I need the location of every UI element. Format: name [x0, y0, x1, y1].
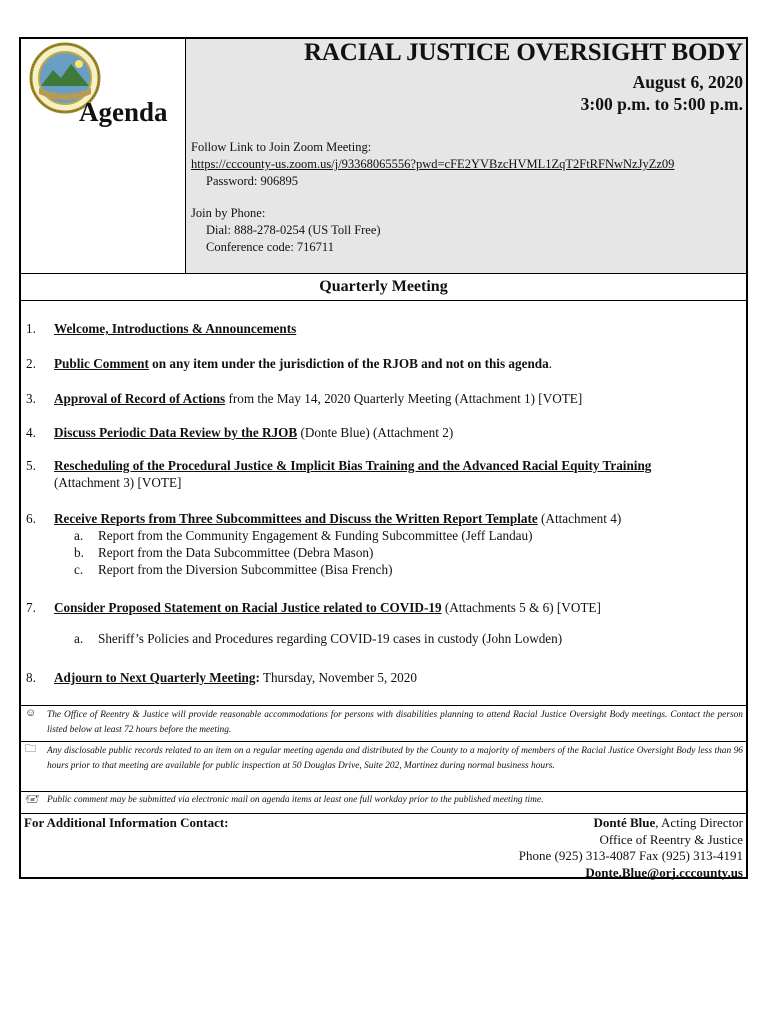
sub-item-letter: a.	[74, 528, 84, 543]
contact-phone: Phone (925) 313-4087 Fax (925) 313-4191	[518, 848, 743, 863]
zoom-link[interactable]: https://cccounty-us.zoom.us/j/93368065556?pwd=cFE2YVBzcHVML1ZqT2FtRFNwNzJyZz09	[191, 157, 675, 171]
contact-details	[519, 815, 743, 881]
phone-intro: Join by Phone:	[191, 206, 266, 220]
agenda-heading: Agenda	[79, 97, 168, 127]
contact-section	[21, 813, 746, 878]
mail-icon: 🖅	[25, 793, 39, 805]
sub-item-text: Report from the Community Engagement & Funding Subcommittee (Jeff Landau)	[98, 528, 533, 543]
sub-item	[54, 527, 741, 544]
item-number: 6.	[26, 511, 36, 526]
item-text: (Donte Blue) (Attachment 2)	[297, 425, 454, 440]
item-number: 2.	[26, 356, 36, 371]
public-records-notice	[21, 742, 746, 791]
item-title: Receive Reports from Three Subcommittees and Discuss the Written Report Template	[54, 511, 538, 526]
zoom-info	[191, 139, 674, 190]
item-title: Welcome, Introductions & Announcements	[54, 321, 297, 336]
accessibility-notice	[21, 706, 746, 742]
public-comment-notice	[21, 791, 746, 809]
item-number: 1.	[26, 321, 36, 336]
item-number: 5.	[26, 458, 36, 473]
item-number: 3.	[26, 391, 36, 406]
notice-text: Public comment may be submitted via electronic mail on agenda items at least one full workday prior to the published meeting time.	[47, 795, 544, 805]
contact-office: Office of Reentry & Justice	[599, 831, 743, 847]
contact-email[interactable]: Donte.Blue@orj.cccounty.us	[585, 864, 743, 880]
item-number: 8.	[26, 670, 36, 685]
agenda-frame	[19, 37, 748, 879]
item-text-end: .	[548, 356, 553, 371]
item-text: (Attachment 3) [VOTE]	[54, 475, 182, 490]
sub-item-text: Report from the Data Subcommittee (Debra Mason)	[98, 545, 374, 560]
item-title: Public Comment	[54, 356, 149, 371]
notices	[21, 705, 746, 809]
item-text: (Attachment 4)	[537, 511, 622, 526]
org-title: RACIAL JUSTICE OVERSIGHT BODY	[304, 39, 743, 66]
agenda-header	[21, 39, 746, 273]
item-title: Rescheduling of the Procedural Justice & Implicit Bias Training and the Advanced Racial Equity Training	[54, 458, 652, 473]
item-title: Discuss Periodic Data Review by the RJOB	[54, 425, 298, 440]
contact-label: For Additional Information Contact:	[24, 815, 229, 830]
phone-dial: Dial: 888-278-0254 (US Toll Free)	[206, 223, 381, 237]
item-title: Approval of Record of Actions	[54, 391, 226, 406]
phone-code: Conference code: 716711	[206, 240, 334, 254]
meeting-info-cell	[186, 39, 746, 273]
agenda-items	[21, 301, 746, 705]
sub-item	[54, 561, 741, 578]
sub-item-text: Report from the Diversion Subcommittee (Bisa French)	[98, 562, 393, 577]
item-text: Thursday, November 5, 2020	[259, 670, 417, 685]
contact-name: Donté Blue	[593, 815, 656, 830]
sub-item-text: Sheriff’s Policies and Procedures regarding COVID-19 cases in custody (John Lowden)	[98, 631, 563, 646]
item-title: Adjourn to Next Quarterly Meeting	[54, 670, 256, 685]
item-title-suffix: :	[255, 670, 260, 685]
zoom-password: Password: 906895	[206, 174, 299, 188]
phone-info	[191, 205, 381, 256]
sub-item-letter: b.	[74, 545, 84, 560]
contact-title: , Acting Director	[655, 815, 743, 830]
item-number: 7.	[26, 600, 36, 615]
item-number: 4.	[26, 425, 36, 440]
notice-text: The Office of Reentry & Justice will provide reasonable accommodations for persons with disabilities planning to attend Racial Justice Oversight Body meetings. Contact the person listed below at least 72 hours before the meeting.	[47, 710, 743, 735]
item-title: Consider Proposed Statement on Racial Justice related to COVID-19	[54, 600, 442, 615]
meeting-type-title: Quarterly Meeting	[21, 273, 746, 301]
zoom-intro: Follow Link to Join Zoom Meeting:	[191, 140, 372, 154]
meeting-date: August 6, 2020	[632, 72, 743, 92]
sub-item	[54, 544, 741, 561]
item-text: (Attachments 5 & 6) [VOTE]	[441, 600, 601, 615]
seal-cell	[21, 39, 186, 273]
meeting-time: 3:00 p.m. to 5:00 p.m.	[580, 94, 743, 114]
sub-item-letter: c.	[74, 562, 84, 577]
notice-text: Any disclosable public records related to an item on a regular meeting agenda and distributed by the County to a majority of members of the Racial Justice Oversight Body less than 96 hours prior to that meeting are available for public inspection at 50 Douglas Drive, Suite 202, Martinez during normal business hours.	[47, 746, 743, 771]
sub-item-letter: a.	[74, 631, 84, 646]
sub-item	[54, 630, 741, 647]
smiley-icon: ☺	[25, 707, 37, 719]
folder-icon: 🗀	[25, 743, 36, 755]
item-text: on any item under the jurisdiction of the RJOB and not on this agenda	[148, 356, 549, 371]
item-text: from the May 14, 2020 Quarterly Meeting (Attachment 1) [VOTE]	[225, 391, 583, 406]
